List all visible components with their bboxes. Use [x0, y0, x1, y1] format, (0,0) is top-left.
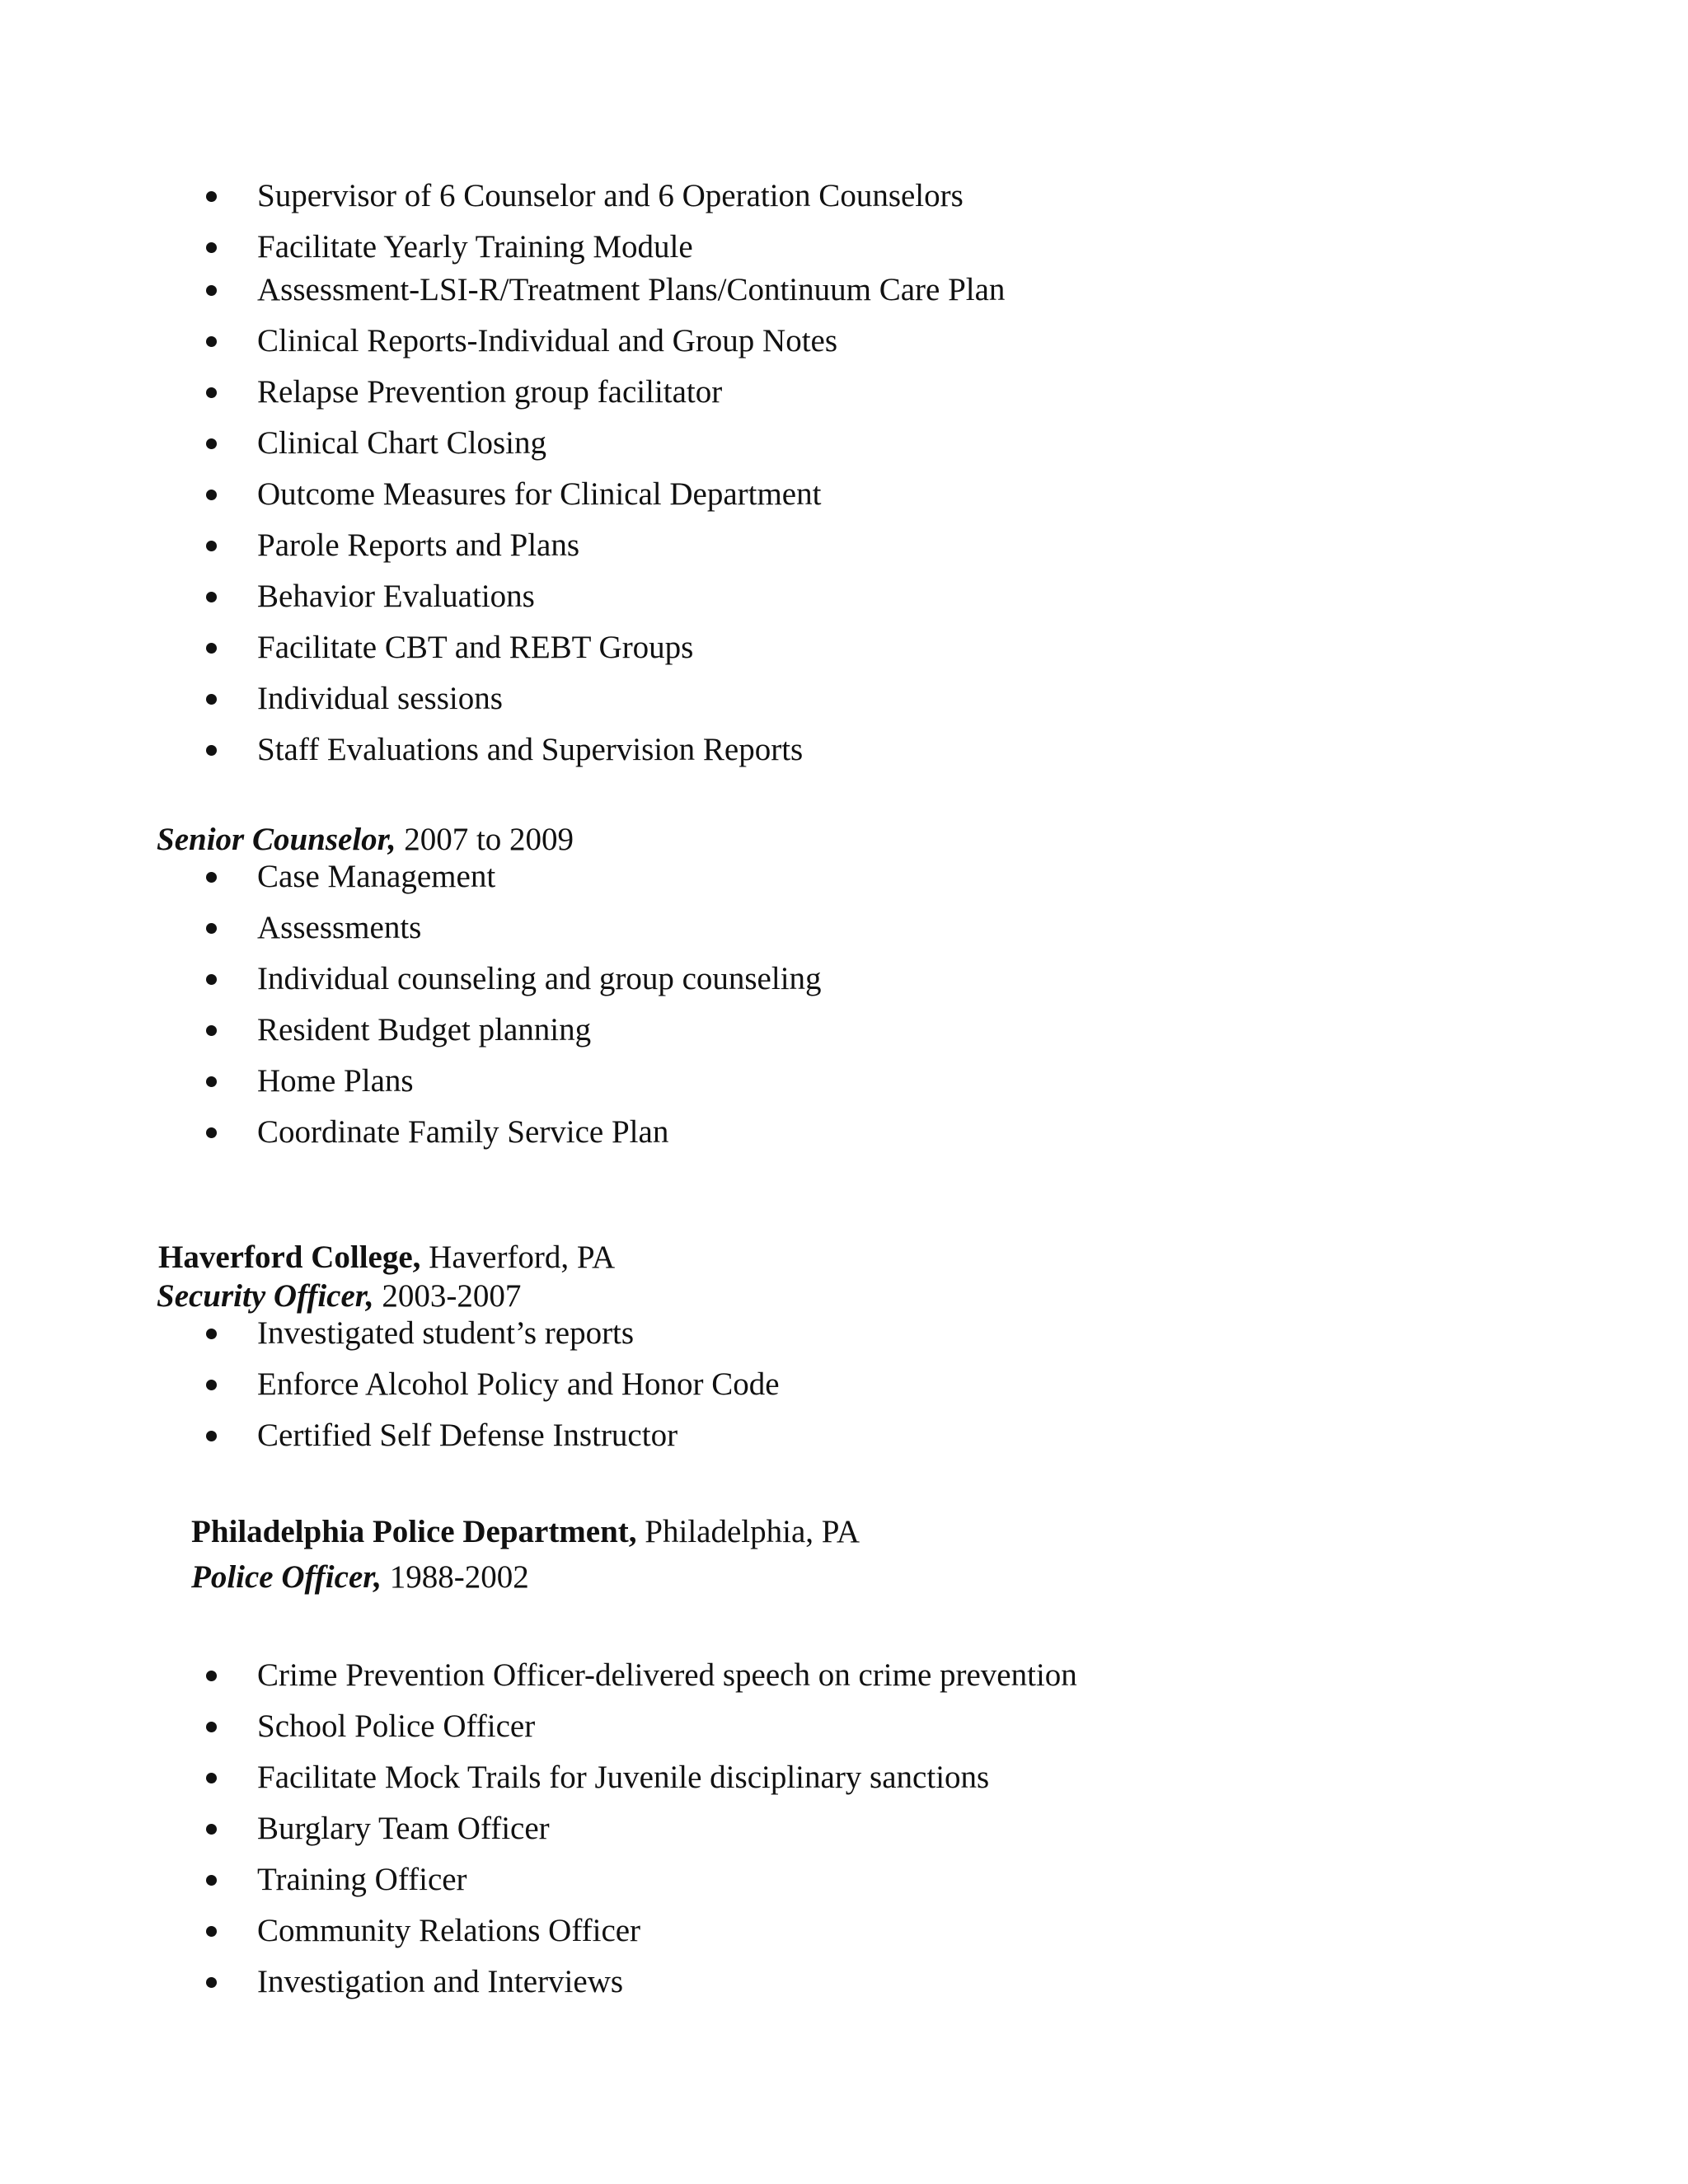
bullet-icon	[206, 1127, 217, 1138]
bullet-icon	[206, 490, 217, 500]
list-item: Individual sessions	[206, 673, 1005, 724]
bullet-icon	[206, 1977, 217, 1988]
bullet-icon	[206, 1773, 217, 1783]
list-item: Enforce Alcohol Policy and Honor Code	[206, 1359, 780, 1410]
bullet-icon	[206, 1329, 217, 1339]
list-item: Investigation and Interviews	[206, 1957, 1077, 2008]
bullet-icon	[206, 1722, 217, 1732]
bullet-icon	[206, 1431, 217, 1441]
list-item: Training Officer	[206, 1854, 1077, 1905]
list-item: Clinical Reports-Individual and Group Notes	[206, 316, 1005, 367]
list-item: Community Relations Officer	[206, 1905, 1077, 1957]
list-item: Assessments	[206, 902, 822, 954]
bullet-icon	[206, 745, 217, 756]
job-dates: 2003-2007	[373, 1278, 522, 1314]
bullet-icon	[206, 1824, 217, 1835]
bullet-icon	[206, 285, 217, 296]
bullet-icon	[206, 1926, 217, 1937]
bullet-icon	[206, 923, 217, 934]
list-item: Certified Self Defense Instructor	[206, 1410, 780, 1461]
employer-name: Philadelphia Police Department,	[191, 1514, 637, 1549]
list-item: School Police Officer	[206, 1701, 1077, 1752]
duties-list	[206, 1308, 780, 1461]
bullet-icon	[206, 438, 217, 449]
bullet-icon	[206, 592, 217, 602]
list-item: Facilitate Mock Trails for Juvenile disciplinary sanctions	[206, 1752, 1077, 1803]
list-item: Staff Evaluations and Supervision Reports	[206, 724, 1005, 776]
bullet-icon	[206, 541, 217, 551]
list-item: Facilitate Yearly Training Module	[206, 222, 1005, 265]
list-item: Relapse Prevention group facilitator	[206, 367, 1005, 418]
employer-heading	[158, 1238, 615, 1277]
bullet-icon	[206, 974, 217, 985]
bullet-icon	[206, 1380, 217, 1390]
duties-list	[206, 1650, 1077, 2008]
list-item: Parole Reports and Plans	[206, 520, 1005, 571]
list-item: Home Plans	[206, 1056, 822, 1107]
employer-location: Philadelphia, PA	[636, 1514, 860, 1549]
job-title: Senior Counselor,	[157, 822, 396, 857]
duties-list	[206, 171, 1005, 776]
job-dates: 2007 to 2009	[396, 822, 574, 857]
bullet-icon	[206, 336, 217, 347]
employer-name: Haverford College,	[158, 1240, 421, 1275]
bullet-icon	[206, 191, 217, 202]
duties-list	[206, 851, 822, 1158]
list-item: Behavior Evaluations	[206, 571, 1005, 622]
job-title: Security Officer,	[157, 1278, 374, 1314]
bullet-icon	[206, 1076, 217, 1087]
list-item: Crime Prevention Officer-delivered speech on crime prevention	[206, 1650, 1077, 1701]
list-item: Investigated student’s reports	[206, 1308, 780, 1359]
bullet-icon	[206, 1025, 217, 1036]
list-item: Individual counseling and group counseling	[206, 954, 822, 1005]
bullet-icon	[206, 643, 217, 654]
job-dates: 1988-2002	[382, 1559, 529, 1595]
job-title: Police Officer,	[191, 1559, 382, 1595]
list-item: Supervisor of 6 Counselor and 6 Operation Counselors	[206, 171, 1005, 222]
list-item: Outcome Measures for Clinical Department	[206, 469, 1005, 520]
list-item: Assessment-LSI-R/Treatment Plans/Continuum Care Plan	[206, 265, 1005, 316]
list-item: Burglary Team Officer	[206, 1803, 1077, 1854]
bullet-icon	[206, 242, 217, 253]
bullet-icon	[206, 1875, 217, 1886]
employer-location: Haverford, PA	[420, 1240, 616, 1275]
list-item: Facilitate CBT and REBT Groups	[206, 622, 1005, 673]
list-item: Clinical Chart Closing	[206, 418, 1005, 469]
list-item: Resident Budget planning	[206, 1005, 822, 1056]
list-item: Coordinate Family Service Plan	[206, 1107, 822, 1158]
bullet-icon	[206, 387, 217, 398]
bullet-icon	[206, 1671, 217, 1681]
bullet-icon	[206, 694, 217, 705]
employer-heading	[191, 1512, 860, 1552]
list-item: Case Management	[206, 851, 822, 902]
bullet-icon	[206, 872, 217, 883]
job-heading	[191, 1558, 529, 1597]
